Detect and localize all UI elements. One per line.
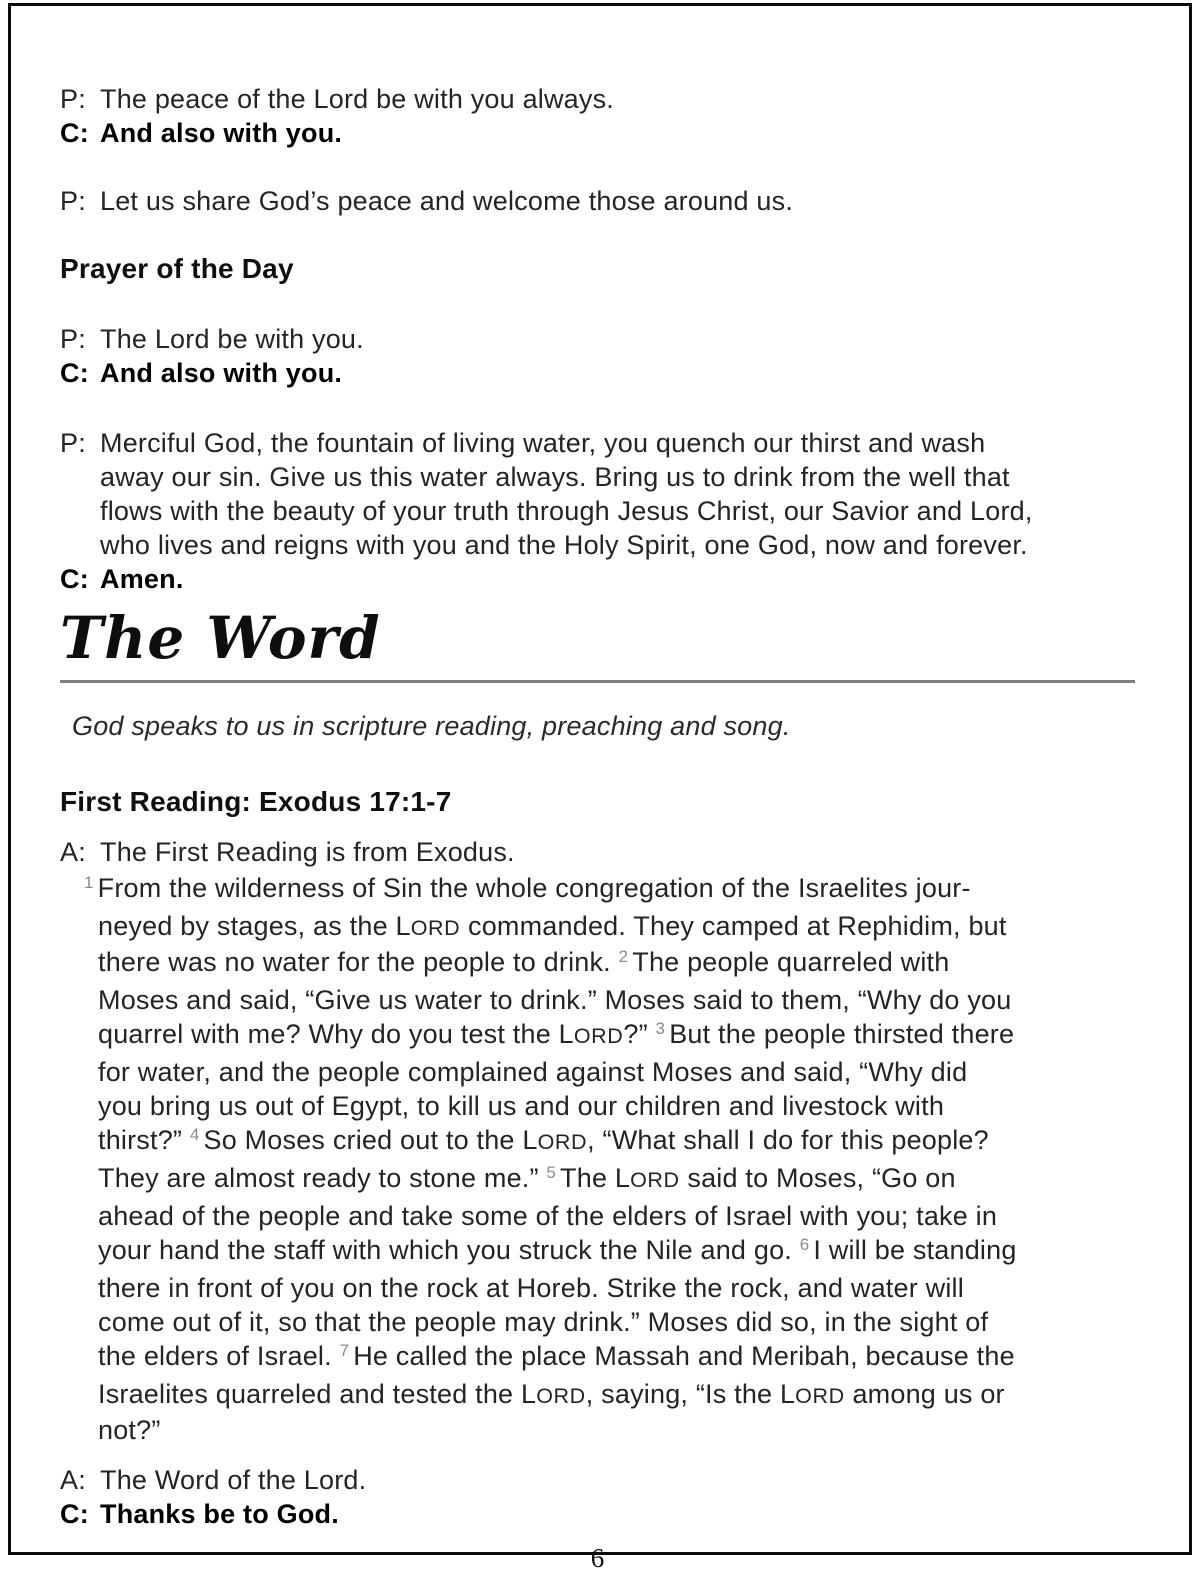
speaker-label: C:: [60, 1499, 89, 1529]
scripture-segment: you bring us out of Egypt, to kill us and our children and livestock with: [98, 1091, 945, 1121]
liturgy-row: [60, 356, 1135, 390]
scripture-segment: said to Moses, “Go on: [679, 1163, 956, 1193]
scripture-line: [98, 1055, 1135, 1089]
scripture-segment: , “What shall I do for this people?: [587, 1125, 989, 1155]
prayer-greeting-dialogue: [60, 322, 1135, 390]
speaker-label: P:: [60, 186, 86, 216]
scripture-line: [98, 1017, 1135, 1055]
liturgy-row: [60, 184, 1135, 218]
the-word-section: [60, 600, 1135, 743]
small-caps-lord: ORD: [795, 1384, 845, 1408]
scripture-segment: not?”: [98, 1415, 161, 1445]
scripture-segment: Israelites quarreled and tested the L: [98, 1379, 537, 1409]
sharing-of-peace-section: [60, 82, 1135, 218]
scripture-segment: The people quarreled with: [632, 947, 950, 977]
small-caps-lord: ORD: [573, 1024, 624, 1048]
the-word-subtitle: God speaks to us in scripture reading, preaching and song.: [72, 711, 791, 741]
reading-closing-dialogue: [60, 1463, 1135, 1531]
scripture-segment: The L: [560, 1163, 631, 1193]
prayer-collect-dialogue: [60, 426, 1135, 596]
liturgy-row: [60, 835, 1135, 869]
speaker-label: P:: [60, 84, 86, 114]
verse-number: 7: [339, 1341, 350, 1360]
small-caps-lord: ORD: [410, 916, 461, 940]
scripture-segment: there was no water for the people to drink.: [98, 947, 619, 977]
prayer-of-the-day-section: [60, 252, 1135, 596]
the-word-heading: The Word: [60, 604, 381, 672]
liturgy-row: [60, 116, 1135, 150]
liturgy-text: The Lord be with you.: [100, 324, 364, 354]
liturgy-text: The Word of the Lord.: [100, 1465, 367, 1495]
scripture-line: [98, 909, 1135, 945]
scripture-segment: They are almost ready to stone me.”: [98, 1163, 547, 1193]
prayer-of-the-day-heading: Prayer of the Day: [60, 253, 294, 284]
scripture-segment: thirst?”: [98, 1125, 190, 1155]
scripture-segment: From the wilderness of Sin the whole congregation of the Israelites jour-: [97, 873, 971, 903]
scripture-line: [98, 945, 1135, 983]
scripture-line: [98, 1305, 1135, 1339]
liturgy-text: And also with you.: [100, 118, 343, 148]
speaker-label: C:: [60, 564, 89, 594]
liturgy-row: [60, 1463, 1135, 1497]
liturgy-text: Merciful God, the fountain of living water, you quench our thirst and wash away our sin. Give us this water always. Bring us to drink from the well that flows with the beauty of your truth through Jesus Christ, our Savior and Lord, who lives and reigns with you and the Holy Spirit, one God, now and forever.: [100, 428, 1033, 560]
scripture-line: [98, 1413, 1135, 1447]
section-divider: [60, 680, 1135, 683]
scripture-text: [60, 871, 1135, 1447]
liturgy-text: Amen.: [100, 564, 184, 594]
small-caps-lord: ORD: [630, 1168, 680, 1192]
peace-invitation: [60, 184, 1135, 218]
speaker-label: P:: [60, 428, 86, 458]
scripture-segment: come out of it, so that the people may drink.” Moses did so, in the sight of: [98, 1307, 989, 1337]
scripture-line: [98, 1089, 1135, 1123]
scripture-segment: I will be standing: [813, 1235, 1017, 1265]
scripture-segment: commanded. They camped at Rephidim, but: [460, 911, 1007, 941]
scripture-line: [98, 1233, 1135, 1271]
small-caps-lord: ORD: [537, 1130, 588, 1154]
verse-number: 5: [546, 1163, 557, 1182]
scripture-line: [98, 1199, 1135, 1233]
scripture-segment: neyed by stages, as the L: [98, 911, 411, 941]
liturgy-text: The peace of the Lord be with you always.: [100, 84, 615, 114]
page-number: 6: [590, 1543, 605, 1573]
bulletin-page: [8, 3, 1192, 1573]
scripture-line: [98, 1271, 1135, 1305]
scripture-segment: the elders of Israel.: [98, 1341, 340, 1371]
liturgy-text: The First Reading is from Exodus.: [100, 837, 515, 867]
scripture-segment: ahead of the people and take some of the elders of Israel with you; take in: [98, 1201, 998, 1231]
liturgy-text: Thanks be to God.: [100, 1499, 339, 1529]
verse-number: 1: [84, 873, 94, 892]
scripture-segment: there in front of you on the rock at Horeb. Strike the rock, and water will: [98, 1273, 964, 1303]
peace-dialogue: [60, 82, 1135, 150]
liturgy-row: [60, 1497, 1135, 1531]
liturgy-row: [60, 82, 1135, 116]
scripture-line: [98, 983, 1135, 1017]
scripture-segment: Moses and said, “Give us water to drink.” Moses said to them, “Why do you: [98, 985, 1012, 1015]
verse-number: 6: [799, 1235, 810, 1254]
verse-number: 4: [189, 1125, 200, 1144]
liturgy-row: [60, 426, 1135, 562]
verse-number: 2: [618, 947, 629, 966]
scripture-line: [84, 871, 1135, 909]
speaker-label: A:: [60, 1465, 86, 1495]
scripture-line: [98, 1161, 1135, 1199]
first-reading-heading: First Reading: Exodus 17:1-7: [60, 786, 452, 817]
speaker-label: A:: [60, 837, 86, 867]
scripture-line: [98, 1123, 1135, 1161]
scripture-segment: your hand the staff with which you struck the Nile and go.: [98, 1235, 800, 1265]
speaker-label: C:: [60, 118, 89, 148]
scripture-segment: for water, and the people complained against Moses and said, “Why did: [98, 1057, 968, 1087]
speaker-label: P:: [60, 324, 86, 354]
scripture-segment: , saying, “Is the L: [585, 1379, 796, 1409]
liturgy-row: [60, 562, 1135, 596]
scripture-segment: quarrel with me? Why do you test the L: [98, 1019, 574, 1049]
liturgy-row: [60, 322, 1135, 356]
scripture-segment: He called the place Massah and Meribah, because the: [353, 1341, 1015, 1371]
liturgy-text: Let us share God’s peace and welcome those around us.: [100, 186, 794, 216]
scripture-line: [98, 1339, 1135, 1377]
scripture-segment: ?”: [623, 1019, 656, 1049]
scripture-segment: So Moses cried out to the L: [203, 1125, 538, 1155]
scripture-segment: among us or: [844, 1379, 1005, 1409]
small-caps-lord: ORD: [536, 1384, 586, 1408]
scripture-line: [98, 1377, 1135, 1413]
liturgy-text: And also with you.: [100, 358, 343, 388]
verse-number: 3: [655, 1019, 666, 1038]
speaker-label: C:: [60, 358, 89, 388]
reading-intro-dialogue: [60, 835, 1135, 869]
first-reading-section: [60, 785, 1135, 1531]
scripture-segment: But the people thirsted there: [669, 1019, 1015, 1049]
